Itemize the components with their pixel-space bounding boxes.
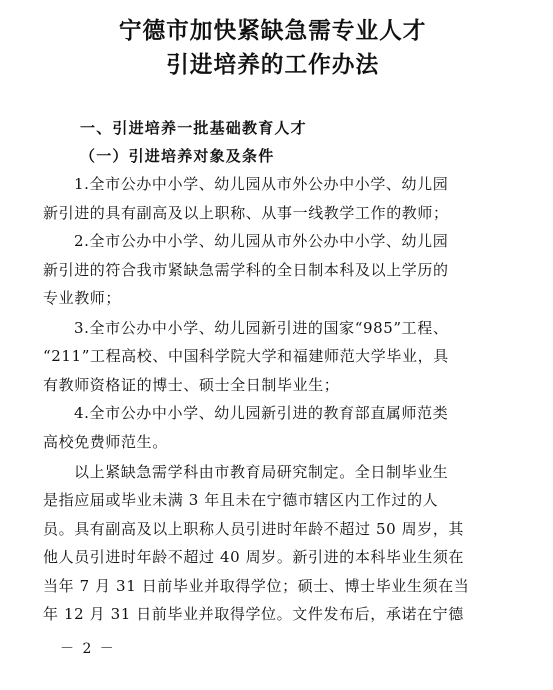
body-line: 3.全市公办中小学、幼儿园新引进的国家“985”工程、 xyxy=(74,319,449,337)
section-heading: 一、引进培养一批基础教育人才 xyxy=(80,119,307,137)
body-line: “211”工程高校、中国科学院大学和福建师范大学毕业，具 xyxy=(43,347,449,365)
page-number: － 2 － xyxy=(60,641,116,657)
body-line: 高校免费师范生。 xyxy=(43,433,168,451)
body-line: 他人员引进时年龄不超过 40 周岁。新引进的本科毕业生须在 xyxy=(43,548,465,566)
body-line: 新引进的符合我市紧缺急需学科的全日制本科及以上学历的 xyxy=(43,261,449,279)
body-line: 有教师资格证的博士、硕士全日制毕业生； xyxy=(43,376,340,394)
subsection-heading: （一）引进培养对象及条件 xyxy=(80,147,275,165)
body-line: 新引进的具有副高及以上职称、从事一线教学工作的教师； xyxy=(43,204,449,222)
document-title-line-2: 引进培养的工作办法 xyxy=(166,51,380,78)
body-line: 专业教师； xyxy=(43,289,122,307)
body-line: 年 12 月 31 日前毕业并取得学位。文件发布后，承诺在宁德 xyxy=(43,605,464,623)
body-line: 员。具有副高及以上职称人员引进时年龄不超过 50 周岁，其 xyxy=(43,520,465,538)
document-title-line-1: 宁德市加快紧缺急需专业人才 xyxy=(118,17,427,44)
body-line: 2.全市公办中小学、幼儿园从市外公办中小学、幼儿园 xyxy=(74,232,449,250)
body-line: 1.全市公办中小学、幼儿园从市外公办中小学、幼儿园 xyxy=(74,175,449,193)
body-line: 4.全市公办中小学、幼儿园新引进的教育部直属师范类 xyxy=(74,404,449,422)
body-line: 当年 7 月 31 日前毕业并取得学位；硕士、博士毕业生须在当 xyxy=(43,577,470,595)
body-line: 是指应届或毕业未满 3 年且未在宁德市辖区内工作过的人 xyxy=(43,491,439,509)
body-line: 以上紧缺急需学科由市教育局研究制定。全日制毕业生 xyxy=(74,463,449,481)
